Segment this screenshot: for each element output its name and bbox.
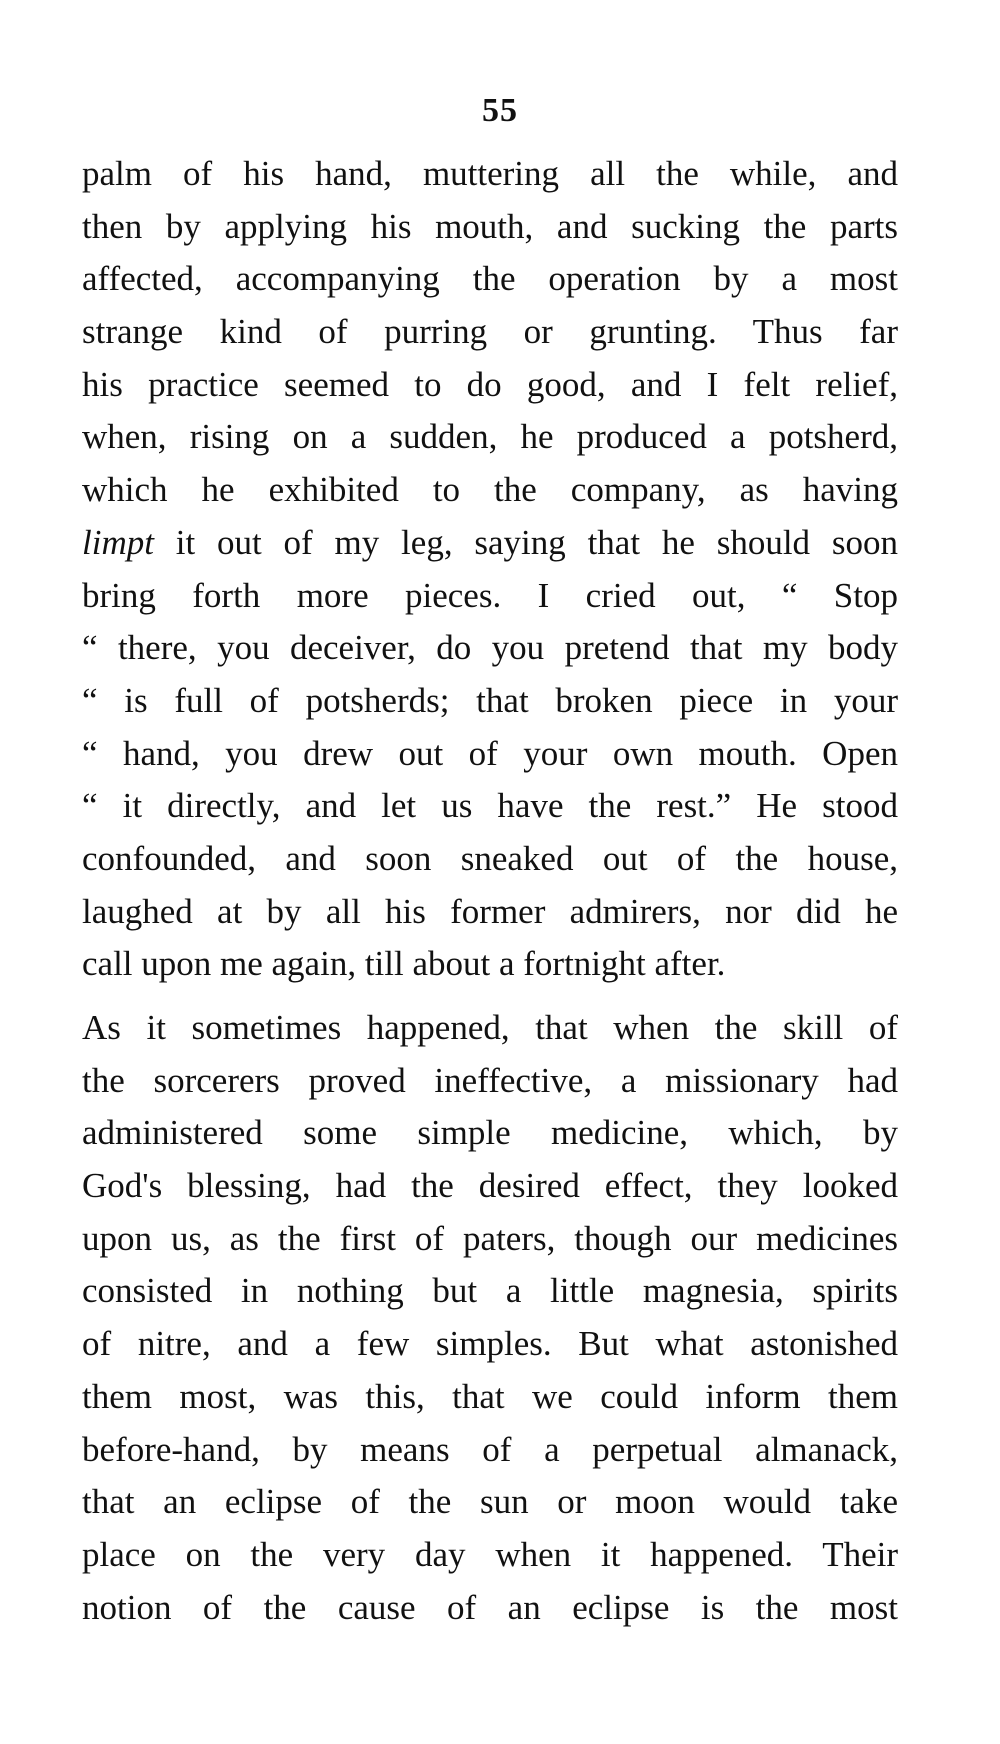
italic-word: limpt	[82, 522, 154, 562]
text-line: which he exhibited to the company, as having	[82, 470, 898, 510]
text-line: “ there, you deceiver, do you pretend that my body	[82, 628, 898, 668]
text-line: place on the very day when it happened. Their	[82, 1534, 898, 1574]
text-line: when, rising on a sudden, he produced a potsherd,	[82, 417, 898, 457]
text-line: laughed at by all his former admirers, nor did he	[82, 891, 898, 931]
body-text	[82, 148, 898, 1634]
text-line: affected, accompanying the operation by a most	[82, 259, 898, 299]
text-line: upon us, as the first of paters, though our medicines	[82, 1218, 898, 1258]
text-line: that an eclipse of the sun or moon would take	[82, 1482, 898, 1522]
text-line-rest: it out of my leg, saying that he should soon	[153, 522, 898, 562]
paragraph-gap	[82, 991, 898, 1002]
text-line: “ it directly, and let us have the rest.” He stood	[82, 786, 898, 826]
text-line: call upon me again, till about a fortnight after.	[82, 944, 726, 984]
text-line: God's blessing, had the desired effect, they looked	[82, 1166, 898, 1206]
text-line: of nitre, and a few simples. But what astonished	[82, 1324, 898, 1364]
text-line: notion of the cause of an eclipse is the most	[82, 1587, 898, 1627]
text-line: them most, was this, that we could inform them	[82, 1376, 898, 1416]
text-line: administered some simple medicine, which, by	[82, 1113, 898, 1153]
text-line: “ is full of potsherds; that broken piece in your	[82, 680, 898, 720]
text-line: the sorcerers proved ineffective, a missionary had	[82, 1060, 898, 1100]
text-line: confounded, and soon sneaked out of the house,	[82, 838, 898, 878]
text-line: As it sometimes happened, that when the skill of	[82, 1008, 898, 1047]
text-line: before-hand, by means of a perpetual almanack,	[82, 1429, 898, 1469]
text-line: palm of his hand, muttering all the while, and	[82, 154, 898, 193]
text-line: bring forth more pieces. I cried out, “ Stop	[82, 575, 898, 615]
page-number: 55	[482, 92, 518, 129]
text-line: strange kind of purring or grunting. Thus far	[82, 312, 898, 352]
text-line: “ hand, you drew out of your own mouth. Open	[82, 733, 898, 773]
paragraph-1	[82, 148, 898, 991]
text-line: consisted in nothing but a little magnesia, spirits	[82, 1271, 898, 1311]
text-line: his practice seemed to do good, and I felt relief,	[82, 364, 898, 404]
paragraph-2	[82, 1002, 898, 1634]
text-line-with-italic	[82, 517, 898, 570]
text-line: then by applying his mouth, and sucking the parts	[82, 206, 898, 246]
